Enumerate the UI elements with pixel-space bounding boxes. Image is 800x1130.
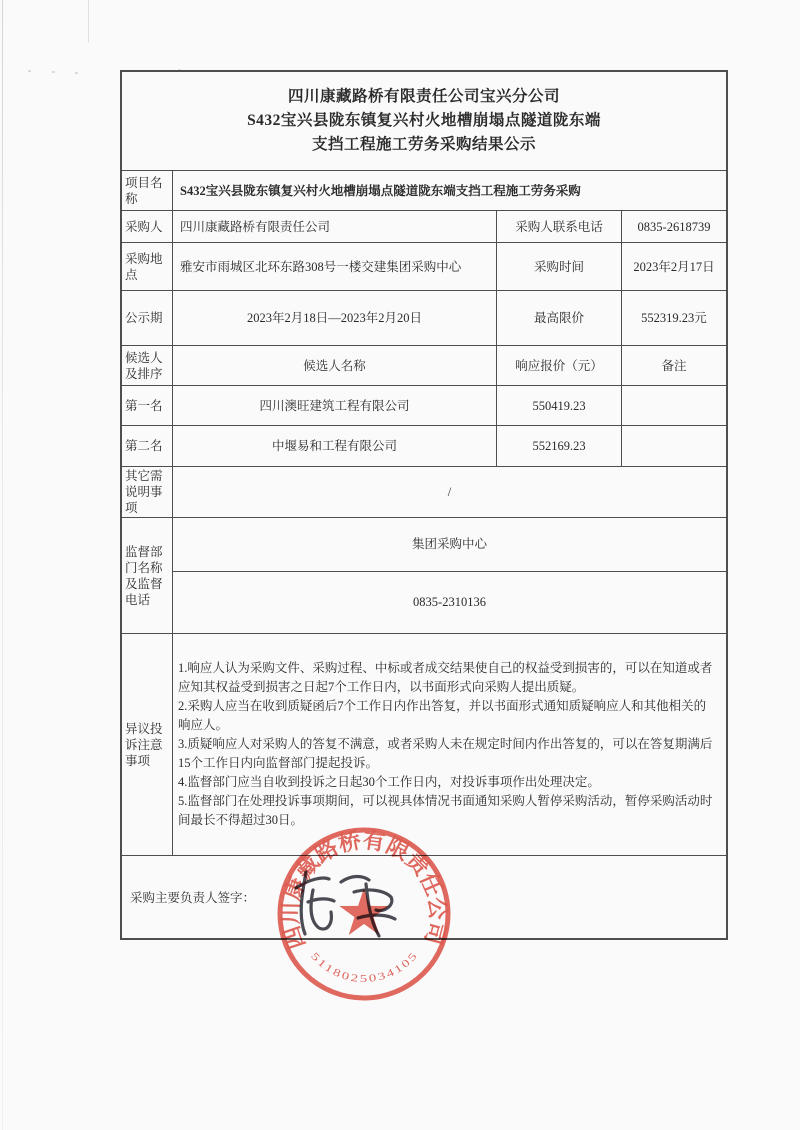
page-edge-shadow bbox=[2, 0, 3, 1130]
candidate-1-rank: 第一名 bbox=[125, 398, 163, 413]
location-label: 采购地点 bbox=[125, 251, 163, 282]
other-notes-label: 其它需说明事项 bbox=[125, 469, 163, 515]
max-price-label: 最高限价 bbox=[496, 291, 621, 345]
project-name-label: 项目名称 bbox=[125, 175, 163, 206]
purchaser-value: 四川康藏路桥有限责任公司 bbox=[172, 211, 496, 242]
max-price-value: 552319.23元 bbox=[621, 291, 726, 345]
purchaser-row bbox=[122, 210, 726, 242]
objection-item-1: 1.响应人认为采购文件、采购过程、中标或者成交结果使自己的权益受到损害的，可以在知道或者应知其权益受到损害之日起7个工作日内，以书面形式向采购人提出质疑。 bbox=[178, 661, 713, 694]
document-title bbox=[122, 72, 726, 170]
other-notes-row bbox=[122, 466, 726, 517]
supervision-department: 集团采购中心 bbox=[172, 518, 726, 571]
publicity-period-row bbox=[122, 290, 726, 345]
candidates-note-header: 备注 bbox=[621, 346, 726, 385]
paper-crease bbox=[88, 0, 89, 42]
scan-speck bbox=[75, 72, 78, 74]
candidate-2-rank: 第二名 bbox=[125, 439, 163, 453]
scan-speck bbox=[52, 71, 55, 73]
objection-item-4: 4.监督部门应当自收到投诉之日起30个工作日内，对投诉事项作出处理决定。 bbox=[178, 775, 600, 789]
candidate-row-1 bbox=[122, 385, 726, 425]
location-value: 雅安市雨城区北环东路308号一楼交建集团采购中心 bbox=[172, 243, 496, 290]
supervision-values bbox=[172, 518, 726, 633]
title-line-2: S432宝兴县陇东镇复兴村火地槽崩塌点隧道陇东端 bbox=[247, 112, 601, 129]
purchase-time-value: 2023年2月17日 bbox=[621, 243, 726, 290]
seal-number-text: 5118025034105 bbox=[308, 950, 419, 986]
objection-label: 异议投诉注意事项 bbox=[125, 721, 163, 768]
supervision-label: 监督部门名称及监督电话 bbox=[125, 544, 163, 607]
candidates-price-header: 响应报价（元） bbox=[496, 346, 621, 385]
signature-label: 采购主要负责人签字： bbox=[130, 891, 256, 905]
publicity-period-label: 公示期 bbox=[125, 311, 163, 325]
candidate-row-2 bbox=[122, 425, 726, 466]
location-row bbox=[122, 242, 726, 290]
objection-item-3: 3.质疑响应人对采购人的答复不满意，或者采购人未在规定时间内作出答复的，可以在答复期满后15个工作日内向监督部门提起投诉。 bbox=[178, 737, 713, 770]
supervision-phone: 0835-2310136 bbox=[172, 572, 726, 633]
purchaser-phone-label: 采购人联系电话 bbox=[496, 211, 621, 242]
handwritten-signature bbox=[288, 856, 418, 951]
candidate-1-price: 550419.23 bbox=[496, 386, 621, 425]
objection-item-2: 2.采购人应当在收到质疑函后7个工作日内作出答复，并以书面形式通知质疑响应人和其他相关的响应人。 bbox=[178, 699, 707, 732]
candidates-rank-header: 候选人及排序 bbox=[125, 350, 163, 381]
announcement-table bbox=[120, 70, 728, 940]
candidate-2-price: 552169.23 bbox=[496, 426, 621, 466]
candidate-2-name: 中堰易和工程有限公司 bbox=[172, 426, 496, 466]
objection-item-5: 5.监督部门在处理投诉事项期间，可以视具体情况书面通知采购人暂停采购活动，暂停采购活动时间最长不得超过30日。 bbox=[178, 794, 713, 827]
candidates-header-row bbox=[122, 345, 726, 385]
purchaser-label: 采购人 bbox=[125, 219, 163, 234]
publicity-period-value: 2023年2月18日—2023年2月20日 bbox=[172, 291, 496, 345]
candidate-1-name: 四川澳旺建筑工程有限公司 bbox=[172, 386, 496, 425]
svg-text:5118025034105 bbox=[308, 950, 421, 985]
candidates-name-header: 候选人名称 bbox=[172, 346, 496, 385]
title-line-3: 支挡工程施工劳务采购结果公示 bbox=[311, 136, 536, 153]
supervision-row bbox=[122, 517, 726, 633]
purchaser-phone-value: 0835-2618739 bbox=[621, 211, 726, 242]
project-name-value: S432宝兴县陇东镇复兴村火地槽崩塌点隧道陇东端支挡工程施工劳务采购 bbox=[172, 171, 726, 210]
title-row bbox=[122, 72, 726, 170]
scan-speck bbox=[28, 70, 31, 72]
project-name-row bbox=[122, 170, 726, 210]
candidate-1-note bbox=[621, 386, 726, 425]
other-notes-value: / bbox=[172, 467, 726, 517]
candidate-2-note bbox=[621, 426, 726, 466]
seal-company-text: 四川康藏路桥有限责任公司 bbox=[277, 827, 451, 953]
title-line-1: 四川康藏路桥有限责任公司宝兴分公司 bbox=[287, 88, 560, 105]
purchase-time-label: 采购时间 bbox=[496, 243, 621, 290]
